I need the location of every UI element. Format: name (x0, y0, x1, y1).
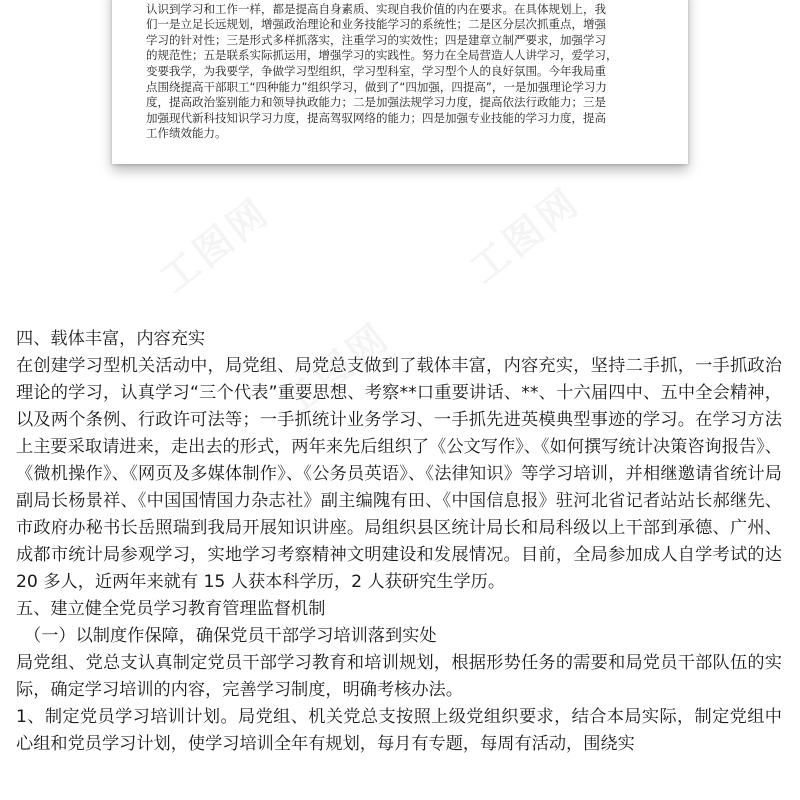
preview-card-text (146, 0, 656, 142)
subsection-heading: （一）以制度作保障，确保党员干部学习培训落到实处 (24, 626, 437, 646)
card-line: 学习的针对性；三是形式多样抓落实，注重学习的实效性；四是建章立制严要求，加强学习 (146, 32, 606, 47)
paragraph: 在创建学习型机关活动中，局党组、局党总支做到了载体丰富，内容充实，坚持二手抓，一手抓政治理论的学习，认真学习“三个代表”重要思想、考察**口重要讲话、**、十六届四中、五中全会精神，以及两个条例、行政许可法等；一手抓统计业务学习、一手抓先进英模典型事迹的学习。在学习方法上主要采取请进来，走出去的形式，两年来先后组织了《公文写作》、《如何撰写统计决策咨询报告》、《微机操作》、《网页及多媒体制作》、《公务员英语》、《法律知识》等学习培训，并相继邀请省统计局副局长杨景祥、《中国国情国力杂志社》副主编隗有田、《中国信息报》驻河北省记者站站长郝继先、市政府办秘书长岳照瑞到我局开展知识讲座。局组织县区统计局长和局科级以上干部到承德、广州、成都市统计局参观学习，实地学习考察精神文明建设和发展情况。目前，全局参加成人自学考试的达 20 多人，近两年来就有 15 人获本科学历，2 人获研究生学历。 (16, 356, 782, 592)
card-line: 们一是立足长远规划，增强政治理论和业务技能学习的系统性；二是区分层次抓重点，增强 (146, 17, 606, 32)
paragraph: 局党组、党总支认真制定党员干部学习教育和培训规划，根据形势任务的需要和局党员干部队伍的实际，确定学习培训的内容，完善学习制度，明确考核办法。 (16, 653, 782, 700)
preview-card (112, 0, 688, 164)
card-line: 认识到学习和工作一样，都是提高自身素质、实现自我价值的内在要求。在具体规划上，我 (146, 1, 606, 16)
card-line: 加强现代新科技知识学习力度，提高驾驭网络的能力；四是加强专业技能的学习力度，提高 (146, 110, 606, 125)
card-line: 点围绕提高干部职工“四种能力”组织学习，做到了“四加强，四提高”，一是加强理论学习力 (146, 79, 607, 94)
watermark: 工图网 (271, 314, 399, 427)
section-heading: 四、载体丰富，内容充实 (16, 329, 206, 349)
card-line: 度，提高政治鉴别能力和领导执政能力；二是加强法规学习力度，提高依法行政能力；三是 (146, 95, 606, 110)
watermark: 工图网 (151, 189, 279, 302)
paragraph: 1、制定党员学习培训计划。局党组、机关党总支按照上级党组织要求，结合本局实际，制定党组中心组和党员学习计划，使学习培训全年有规划，每月有专题，每周有活动，围绕实 (16, 707, 782, 754)
document-body (16, 326, 782, 758)
card-line: 变要我学，为我要学，争做学习型组织，学习型科室，学习型个人的良好氛围。今年我局重 (146, 63, 606, 78)
card-line: 工作绩效能力。 (146, 126, 227, 141)
watermark: 工图网 (461, 179, 589, 292)
section-heading: 五、建立健全党员学习教育管理监督机制 (16, 599, 326, 619)
card-line: 的规范性；五是联系实际抓运用，增强学习的实践性。努力在全局营造人人讲学习，爱学习， (146, 48, 618, 63)
